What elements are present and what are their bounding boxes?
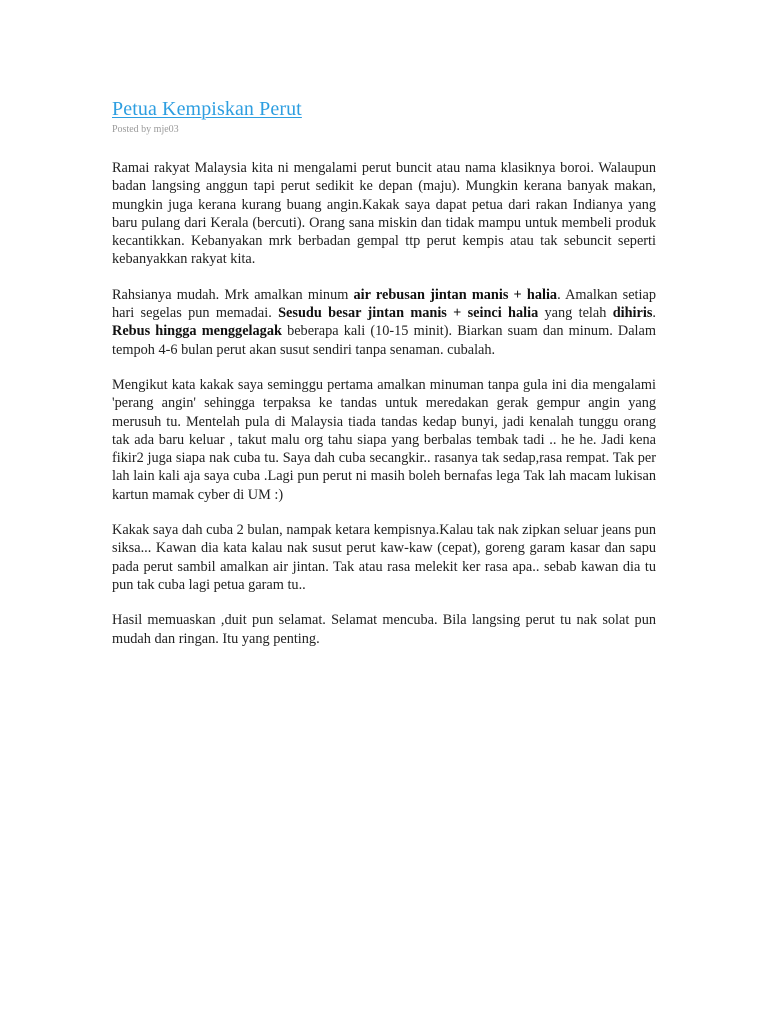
- post-title: [112, 97, 656, 121]
- bold-text: Sesudu besar jintan manis + seinci halia: [278, 305, 539, 322]
- bold-text: Rebus hingga menggelagak: [112, 323, 282, 340]
- bold-text: air rebusan jintan manis + halia: [353, 286, 558, 303]
- post-title-link[interactable]: Petua Kempiskan Perut: [112, 98, 302, 120]
- body-text: yang telah: [538, 305, 613, 322]
- body-text: Ramai rakyat Malaysia kita ni mengalami perut buncit atau nama klasiknya boroi. Walaupun badan langsing anggun tapi perut sedikit ke depan (maju). Mungkin kerana banyak makan, mungkin juga kerana kurang buang angin.Kakak saya dapat petua dari rakan Indianya yang baru pulang dari Kerala (bercuti). Orang sana miskin dan tidak mampu untuk membeli produk kecantikkan. Kebanyakan mrk berbadan gempal ttp perut kempis atau tak sebuncit seperti kebanyakkan rakyat kita.: [112, 160, 656, 268]
- post-paragraph: [112, 611, 656, 648]
- post-byline: Posted by mje03: [112, 124, 179, 135]
- body-text: beberapa kali (10-15 minit). Biarkan suam dan minum. Dalam tempoh 4-6 bulan perut akan susut sendiri tanpa senaman. cubalah.: [112, 323, 657, 358]
- post-paragraph: [112, 159, 656, 269]
- body-text: Mengikut kata kakak saya seminggu pertama amalkan minuman tanpa gula ini dia mengalami 'perang angin' sehingga terpaksa ke tandas untuk meredakan gerak gempur angin yang merusuh tu. Mentelah pula di Malaysia tiada tandas kedap bunyi, jadi kenalah tunggu orang tak ada baru keluar , takut malu org tahu siapa yang berbalas tembak tadi .. he he. Jadi kena fikir2 juga siapa nak cuba tu. Saya dah cuba secangkir.. rasanya tak sedap,rasa rempat. Tak per lah lain kali aja saya cuba .Lagi pun perut ni masih boleh bernafas lega Tak lah macam lukisan kartun mamak cyber di UM :): [112, 376, 656, 503]
- body-text: Rahsianya mudah. Mrk amalkan minum: [112, 286, 354, 303]
- bold-text: dihiris: [612, 305, 653, 322]
- body-text: . Amalkan setiap hari segelas pun memadai.: [112, 286, 656, 322]
- post-paragraph: [112, 521, 656, 594]
- post-paragraph: [112, 376, 656, 504]
- body-text: Kakak saya dah cuba 2 bulan, nampak ketara kempisnya.Kalau tak nak zipkan seluar jeans pun siksa... Kawan dia kata kalau nak susut perut kaw-kaw (cepat), goreng garam kasar dan sapu pada perut sambil amalkan air jintan. Tak atau rasa melekit ker rasa apa.. sebab kawan dia tu pun tak cuba lagi petua garam tu..: [112, 522, 656, 593]
- body-text: Hasil memuaskan ,duit pun selamat. Selamat mencuba. Bila langsing perut tu nak solat pun mudah dan ringan. Itu yang penting.: [112, 612, 656, 647]
- post-body: [112, 159, 656, 648]
- blog-post: [112, 97, 656, 665]
- post-paragraph: [112, 286, 656, 359]
- body-text: .: [652, 305, 656, 322]
